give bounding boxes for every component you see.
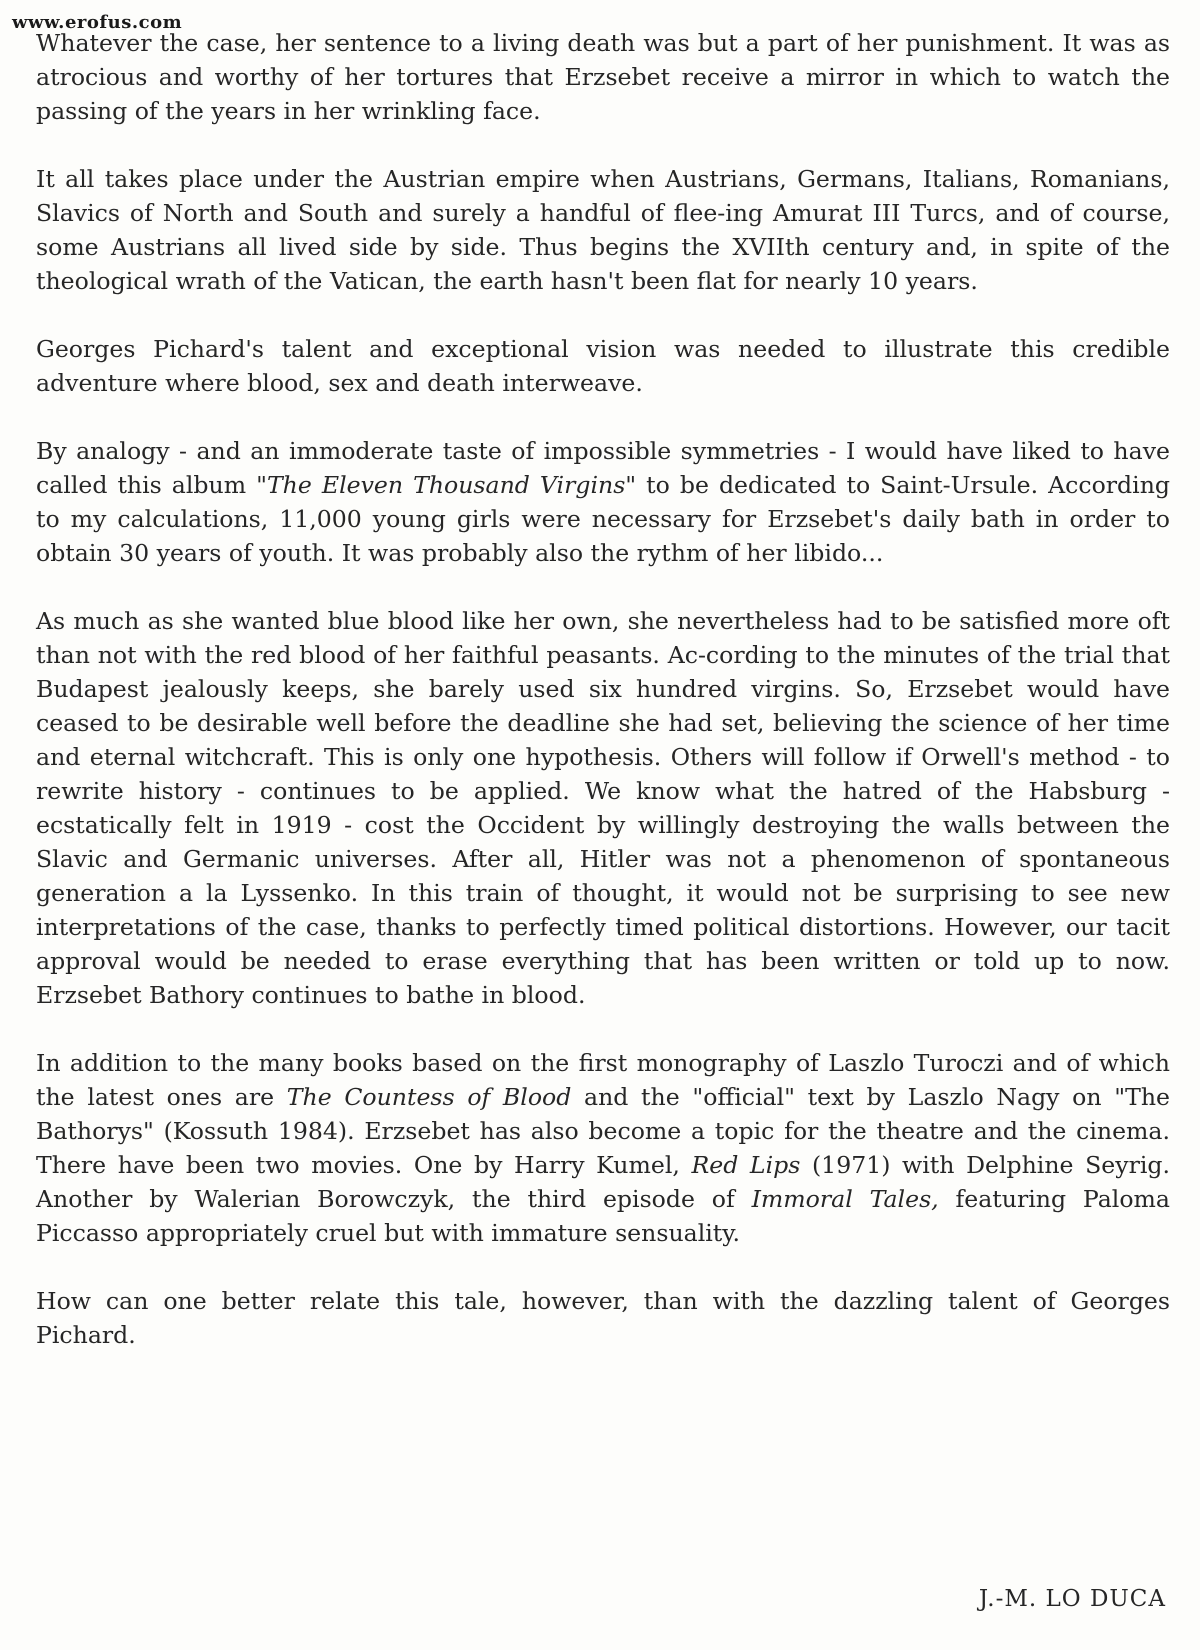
paragraph: Georges Pichard's talent and exceptional vision was needed to illustrate this credible adventure where blood, sex and death interweave.	[36, 335, 1170, 397]
paragraph: It all takes place under the Austrian empire when Austrians, Germans, Italians, Romanians, Slavics of North and South and surely a handful of flee-ing Amurat III Turcs, and of course, some Austrians all lived side by side. Thus begins the XVIIth century and, in spite of the theological wrath of the Vatican, the earth hasn't been flat for nearly 10 years.	[36, 165, 1170, 295]
site-watermark: www.erofus.com	[12, 12, 183, 33]
movie-title: Immoral Tales,	[751, 1185, 939, 1213]
movie-title: Red Lips	[691, 1151, 801, 1179]
author-signature: J.-M. LO DUCA	[978, 1586, 1166, 1612]
paragraph	[36, 1046, 1170, 1250]
paragraph-text: and the "official" text by Laszlo Nagy on "The Bathorys" (Kossuth 1984). Erzsebet has also become a topic for the theatre and the cinema. There have been two movies. One by Harry Kumel,	[36, 1083, 1170, 1179]
paragraph: As much as she wanted blue blood like her own, she nevertheless had to be satisfied more oft than not with the red blood of her faithful peasants. Ac-cording to the minutes of the trial that Budapest jealously keeps, she barely used six hundred virgins. So, Erzsebet would have ceased to be desirable well before the deadline she had set, believing the science of her time and eternal witchcraft. This is only one hypothesis. Others will follow if Orwell's method - to rewrite history - continues to be applied. We know what the hatred of the Habsburg - ecstatically felt in 1919 - cost the Occident by willingly destroying the walls between the Slavic and Germanic universes. After all, Hitler was not a phenomenon of spontaneous generation a la Lyssenko. In this train of thought, it would not be surprising to see new interpretations of the case, thanks to perfectly timed political distortions. However, our tacit approval would be needed to erase everything that has been written or told up to now. Erzsebet Bathory continues to bathe in blood.	[36, 607, 1170, 1009]
paragraph: How can one better relate this tale, however, than with the dazzling talent of Georges Pichard.	[36, 1287, 1170, 1349]
paragraph-text: to be dedicated to Saint-Ursule. According to my calculations, 11,000 young girls were necessary for Erzsebet's daily bath in order to obtain 30 years of youth. It was probably also the rythm of her libido...	[36, 471, 1170, 567]
album-title: "The Eleven Thousand Virgins"	[256, 471, 637, 499]
paragraph-text: (1971) with Delphine Seyrig. Another by Walerian Borowczyk, the third episode of	[36, 1151, 1170, 1213]
paragraph-text: In addition to the many books based on the first monography of Laszlo Turoczi and of which the latest ones are	[36, 1049, 1170, 1111]
paragraph	[36, 434, 1170, 570]
document-body	[36, 26, 1170, 1352]
paragraph-text: By analogy - and an immoderate taste of impossible symmetries - I would have liked to have called this album	[36, 437, 1170, 499]
book-title: The Countess of Blood	[286, 1083, 572, 1111]
paragraph: Whatever the case, her sentence to a living death was but a part of her punishment. It was as atrocious and worthy of her tortures that Erzsebet receive a mirror in which to watch the passing of the years in her wrinkling face.	[36, 29, 1170, 125]
paragraph-text: featuring Paloma Piccasso appropriately cruel but with immature sensuality.	[36, 1185, 1170, 1247]
